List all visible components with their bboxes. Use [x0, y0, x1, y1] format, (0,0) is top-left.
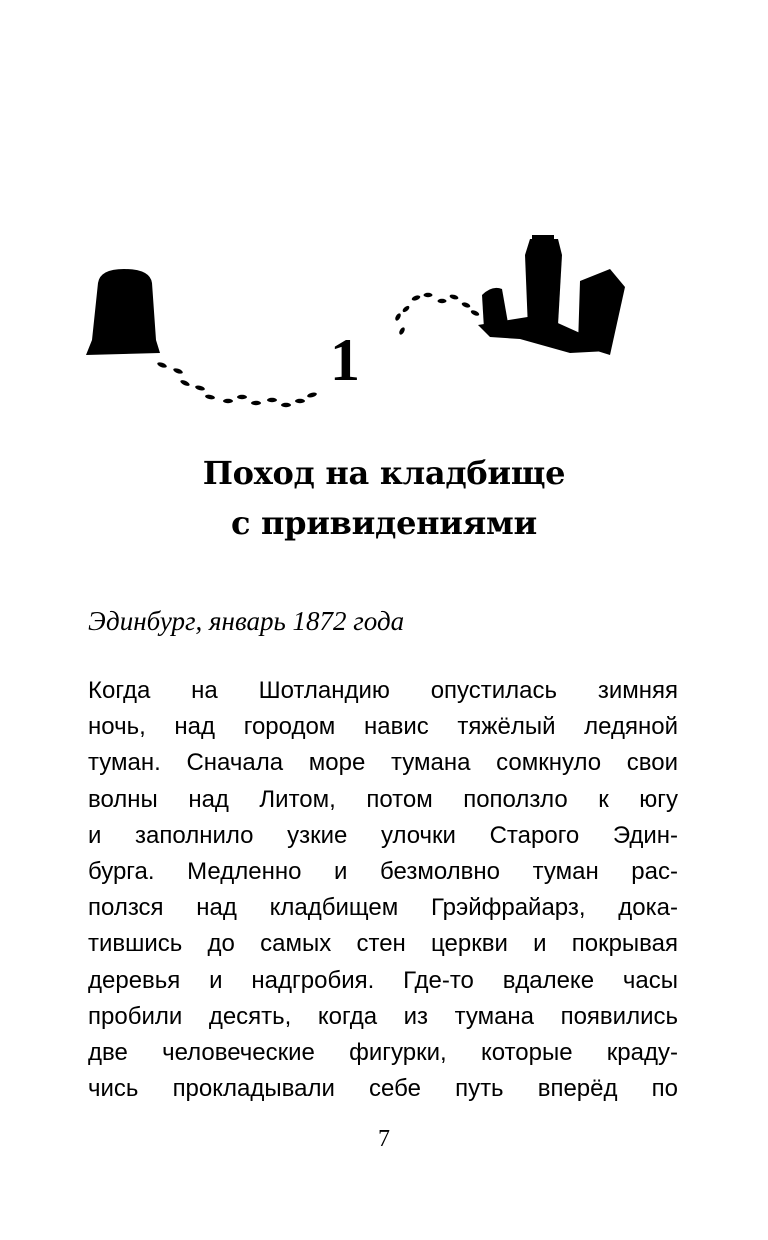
page-number: 7	[378, 1126, 390, 1152]
dateline: Эдинбург, январь 1872 года	[88, 606, 405, 636]
paragraph-line: Когда на Шотландию опустилась зимняя	[88, 677, 678, 704]
paragraph-line: деревья и надгробия. Где-то вдалеке часы	[88, 966, 678, 994]
chapter-title-line-2: с привидениями	[231, 504, 537, 542]
footprints-trail-icon	[157, 361, 318, 407]
gravestone-icon	[86, 269, 160, 355]
paragraph-line: туман. Сначала море тумана сомкнуло свои	[88, 749, 678, 777]
chapter-title	[0, 448, 768, 548]
paragraph-line: чись прокладывали себе путь вперёд по	[88, 1075, 678, 1103]
footprints-trail-right	[394, 293, 480, 336]
paragraph-line: тившись до самых стен церкви и покрывая	[88, 930, 678, 958]
paragraph-line: волны над Литом, потом поползло к югу	[88, 785, 678, 813]
paragraph-line: бурга. Медленно и безмолвно туман рас-	[88, 857, 678, 885]
chapter-number: 1	[330, 327, 360, 393]
church-ruins-icon	[478, 235, 625, 355]
paragraph-line: и заполнило узкие улочки Старого Эдин-	[88, 821, 678, 849]
paragraph-line: пробили десять, когда из тумана появились	[88, 1002, 678, 1030]
paragraph-line: ползся над кладбищем Грэйфрайарз, дока-	[88, 894, 678, 922]
chapter-illustration	[80, 225, 640, 425]
paragraph-line: две человеческие фигурки, которые краду-	[88, 1038, 678, 1066]
body-paragraph	[88, 673, 678, 1107]
chapter-title-line-1: Поход на кладбище	[202, 454, 566, 492]
paragraph-line: ночь, над городом навис тяжёлый ледяной	[88, 713, 678, 741]
